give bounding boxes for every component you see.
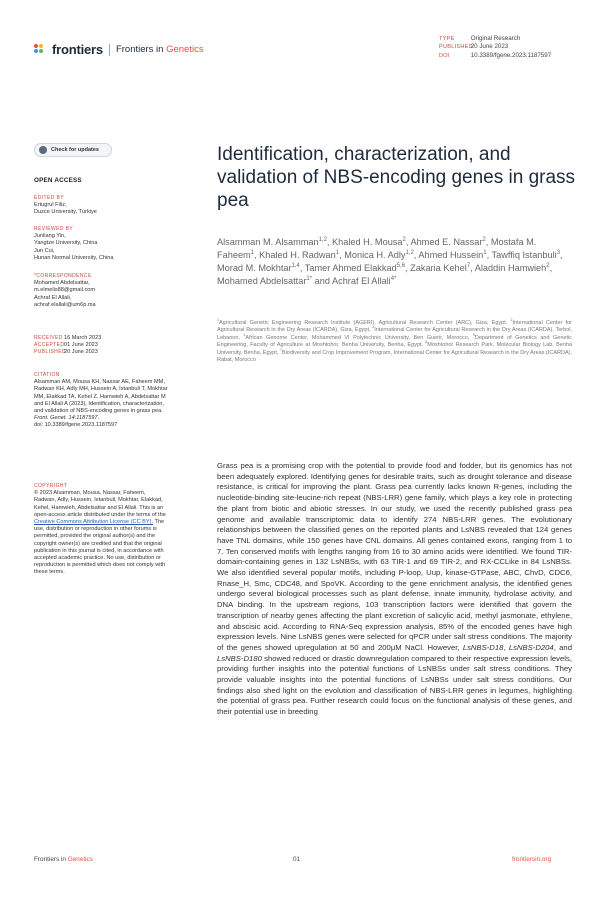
citation-doi-link[interactable]: doi: 10.3389/fgene.2023.1187597 <box>34 422 118 429</box>
journal-name: Frontiers in Genetics <box>115 44 204 55</box>
brand-name: frontiers <box>52 42 103 57</box>
reviewed-by: REVIEWED BY Junliang Yin, Yangtze University, China Jun Cui, Hunan Normal University, China <box>34 226 114 261</box>
article-title: Identification, characterization, and validation of NBS-encoding genes in grass pea <box>217 144 576 211</box>
meta-published: PUBLISHED 20 June 2023 <box>439 43 509 51</box>
meta-type: TYPE Original Research <box>439 35 521 42</box>
article-dates: RECEIVED16 March 2023 ACCEPTED01 June 2023 PUBLISHED20 June 2023 <box>34 335 102 356</box>
open-access-label: OPEN ACCESS <box>34 177 82 184</box>
copyright-block: COPYRIGHT © 2023 Alsamman, Mousa, Nassar, Faheem, Radwan, Adly, Hussein, Istanbuli, Mokhtar, Elakkad, Kehel, Hamwieh, Abdelsattar and El Allali. This is an open-access article distributed under the terms of the Creative Commons Attribution License (CC BY). The use, distribution or reproduction in other forums is permitted, provided the original author(s) and the copyright owner(s) are credited and that the original publication in this journal is cited, in accordance with accepted academic practice. No use, distribution or reproduction is permitted which does not comply with these terms. <box>34 483 166 576</box>
author-list: Alsamman M. Alsamman$^{1,2}$, Khaled H. Mousa$^2$, Ahmed E. Nassar$^2$, Mostafa M. Faheem$^1$, Khaled H. Radwan$^1$, Monica H. Adly$^{1,2}$, Ahmed Hussein$^1$, Tawffiq Istanbuli$^3$, Morad M. Mokhtar$^{1,4}$, Tamer Ahmed Elakkad$^{5,6}$, Zakaria Kehel$^7$, Aladdin Hamwieh$^2$, Mohamed Abdelsattar$^{1*}$ and Achraf El Allali$^{4*}$ <box>217 236 563 286</box>
meta-doi[interactable]: DOI 10.3389/fgene.2023.1187597 <box>439 51 552 59</box>
page-number: 01 <box>293 856 301 863</box>
affiliations: $^1$Agricultural Genetic Engineering Research Institute (AGERI), Agricultural Research Center (ARC), Giza, Egypt, $^2$International Center for Agricultural Research in the Dry Areas (ICARDA), Giza, Egypt, $^3$International Center for Agricultural Research in the Dry Areas (ICARDA), Terbol, Lebanon, $^4$African Genome Center, Mohammed VI Polytechnic University, Ben Guerir, Morocco, $^5$Department of Genetics and Genetic Engineering, Faculty of Agriculture at Moshtohor, Benha University, Benha, Egypt, $^6$Moshtohor Research Park, Molecular Biology Lab, Benha University, Benha, Egypt, $^7$Biodiversity and Crop Improvement Program, International Center for Agricultural Research in the Dry Areas (ICARDA), Rabat, Morocco <box>217 318 573 364</box>
logo-divider <box>109 44 110 56</box>
abstract: Grass pea is a promising crop with the potential to provide food and fodder, but its genomics has not been adequately explored. Identifying genes for desirable traits, such as drought tolerance and disease resistance, is critical for improving the plant. Grass pea currently lacks known R-genes, including the nucleotide-binding site-leucine-rich repeat (NBS-LRR) gene family, which plays a key role in protecting the plant from biotic and abiotic stresses. In our study, we used the recently published grass pea genome and available transcriptomic data to identify 274 NBS-LRR genes. The evolutionary relationships between the classified genes on the reported plants and LsNBS revealed that 124 genes have TNL domains, while 150 genes have CNL domains. All genes contained exons, ranging from 1 to 7. Ten conserved motifs with lengths ranging from 16 to 30 amino acids were identified. We found TIR-domain-containing genes in 132 LsNBSs, with 63 TIR-1 and 69 TIR-2, and RX-CCLike in 84 LsNBSs. We also identified several popular motifs, including P-loop, Uup, kinase-GTPase, ABC, ChvD, CDC6, Rnase_H, Smc, CDC48, and SpoVK. According to the gene enrichment analysis, the identified genes undergo several biological processes such as plant defense, innate immunity, hydrolase activity, and DNA binding. In the upstream regions, 103 transcription factors were identified that govern the transcription of nearby genes affecting the plant excretion of salicylic acid, methyl jasmonate, ethylene, and abscisic acid. According to RNA-Seq expression analysis, 85% of the encoded genes have high expression levels. Nine LsNBS genes were selected for qPCR under salt stress conditions. The majority of the genes showed upregulation at 50 and 200μM NaCl. However, LsNBS-D18, LsNBS-D204, and LsNBS-D180 showed reduced or drastic downregulation compared to their respective expression levels, providing further insights into the potential functions of LsNBSs under salt stress conditions. They provide valuable insights into the potential functions of LsNBSs under salt stress conditions. Our findings also shed light on the evolution and classification of NBS-LRR genes in legumes, highlighting the potential of grass pea. Further research could focus on the functional analysis of these genes, and their potential use in breeding <box>217 461 572 717</box>
citation-block: CITATION Alsamman AM, Mousa KH, Nassar AE, Faheem MM, Radwan KH, Adly MH, Hussein A, Istanbuli T, Mokhtar MM, Elakkad TA, Kehel Z, Hamwieh A, Abdelsattar M and El Allali A (2023), Identification, characterization, and validation of NBS-encoding genes in grass pea. Front. Genet. 14:1187597. doi: 10.3389/fgene.2023.1187597 <box>34 372 168 429</box>
correspondence: *CORRESPONDENCE Mohamed Abdelsattar, m.elmelis88@gmail.com Achraf El Allali, achraf.elallali@um6p.ma <box>34 273 169 309</box>
email-link[interactable]: achraf.elallali@um6p.ma <box>34 301 96 308</box>
journal-logo[interactable] <box>34 42 204 57</box>
email-link[interactable]: m.elmelis88@gmail.com <box>34 287 96 294</box>
site-link[interactable]: frontiersin.org <box>512 856 552 863</box>
article-meta <box>439 35 551 60</box>
check-for-updates-button[interactable]: Check for updates <box>34 143 112 157</box>
edited-by: EDITED BY Ertugrul Filiz, Duzce University, Türkiye <box>34 195 97 216</box>
frontiers-logo-icon <box>34 44 46 56</box>
license-link[interactable]: Creative Commons Attribution License (CC BY). <box>34 519 154 526</box>
refresh-icon <box>39 146 47 154</box>
footer-journal: Frontiers in Genetics <box>34 856 93 863</box>
